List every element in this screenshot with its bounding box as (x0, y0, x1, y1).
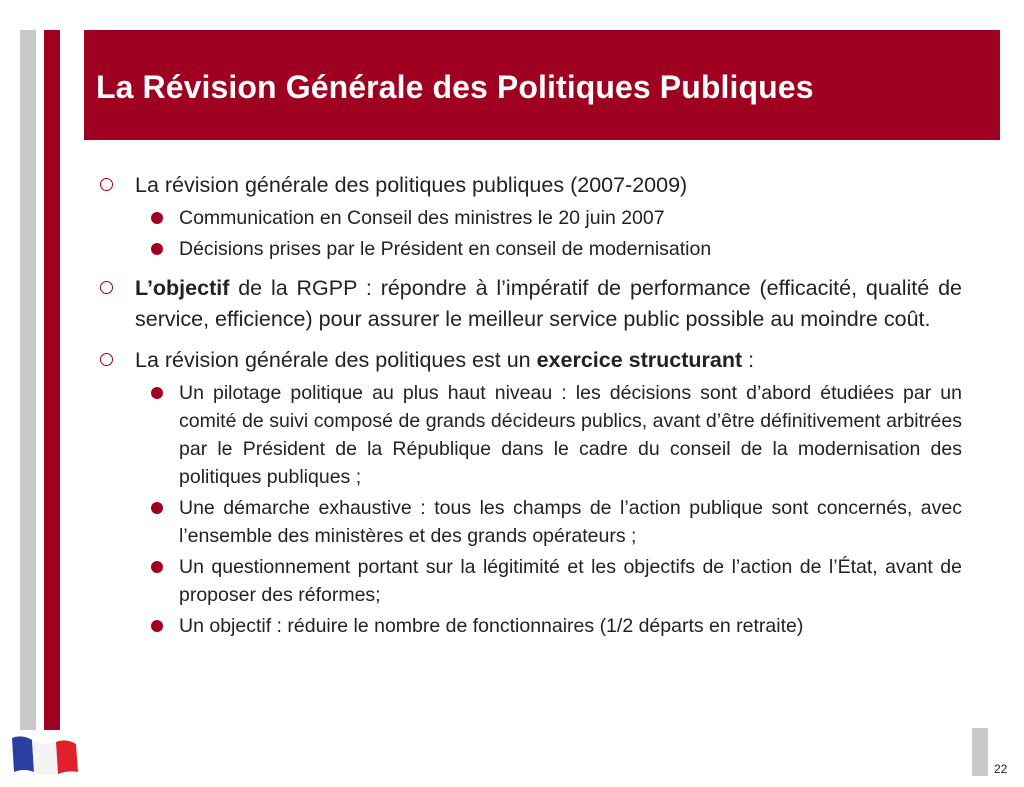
decorative-red-bar (44, 30, 60, 730)
filled-circle-icon (151, 212, 163, 224)
sub-bullet-3-2 (100, 494, 962, 550)
filled-circle-icon (151, 243, 163, 255)
bullet-2-bold: L’objectif (135, 276, 230, 300)
sub-bullet-text: Un objectif : réduire le nombre de fonctionnaires (1/2 départs en retraite) (179, 615, 804, 637)
slide-content (100, 170, 962, 640)
sub-bullet-3-1 (100, 379, 962, 491)
hollow-circle-icon (100, 281, 113, 294)
filled-circle-icon (151, 502, 163, 514)
filled-circle-icon (151, 620, 163, 632)
sub-bullet-1-2 (100, 235, 962, 263)
hollow-circle-icon (100, 178, 113, 191)
bullet-1-text: La révision générale des politiques publiques (2007-2009) (135, 173, 688, 197)
decorative-gray-bar (20, 30, 36, 730)
filled-circle-icon (151, 387, 163, 399)
bullet-3-suffix: : (742, 348, 755, 372)
bullet-2-text: de la RGPP : répondre à l’impératif de performance (efficacité, qualité de service, efficience) pour assurer le meilleur service public possible au moindre coût. (135, 276, 962, 331)
hollow-circle-icon (100, 353, 113, 366)
sub-bullet-3-3 (100, 553, 962, 609)
page-number-bar (972, 728, 988, 776)
sub-bullet-text: Un questionnement portant sur la légitimité et les objectifs de l’action de l’État, avant de proposer des réformes; (179, 556, 962, 606)
bullet-3-bold: exercice structurant (536, 348, 743, 372)
slide-title: La Révision Générale des Politiques Publiques (96, 68, 814, 105)
bullet-2 (100, 273, 962, 335)
filled-circle-icon (151, 561, 163, 573)
sub-bullet-text: Décisions prises par le Président en conseil de modernisation (179, 238, 712, 260)
sub-bullet-3-4 (100, 612, 962, 640)
sub-bullet-1-1 (100, 204, 962, 232)
bullet-1 (100, 170, 962, 201)
bullet-3-text: La révision générale des politiques est un (135, 348, 537, 372)
page-number: 22 (994, 762, 1008, 776)
bullet-3 (100, 345, 962, 376)
french-flag-icon (10, 732, 80, 776)
title-banner (84, 30, 1000, 140)
sub-bullet-text: Un pilotage politique au plus haut niveau : les décisions sont d’abord étudiées par un comité de suivi composé de grands décideurs publics, avant d’être définitivement arbitrées par le Président de la République dans le cadre du conseil de la modernisation des politiques publiques ; (179, 382, 962, 488)
sub-bullet-text: Une démarche exhaustive : tous les champs de l’action publique sont concernés, avec l’ensemble des ministères et des grands opérateurs ; (179, 497, 962, 547)
sub-bullet-text: Communication en Conseil des ministres le 20 juin 2007 (179, 207, 665, 229)
